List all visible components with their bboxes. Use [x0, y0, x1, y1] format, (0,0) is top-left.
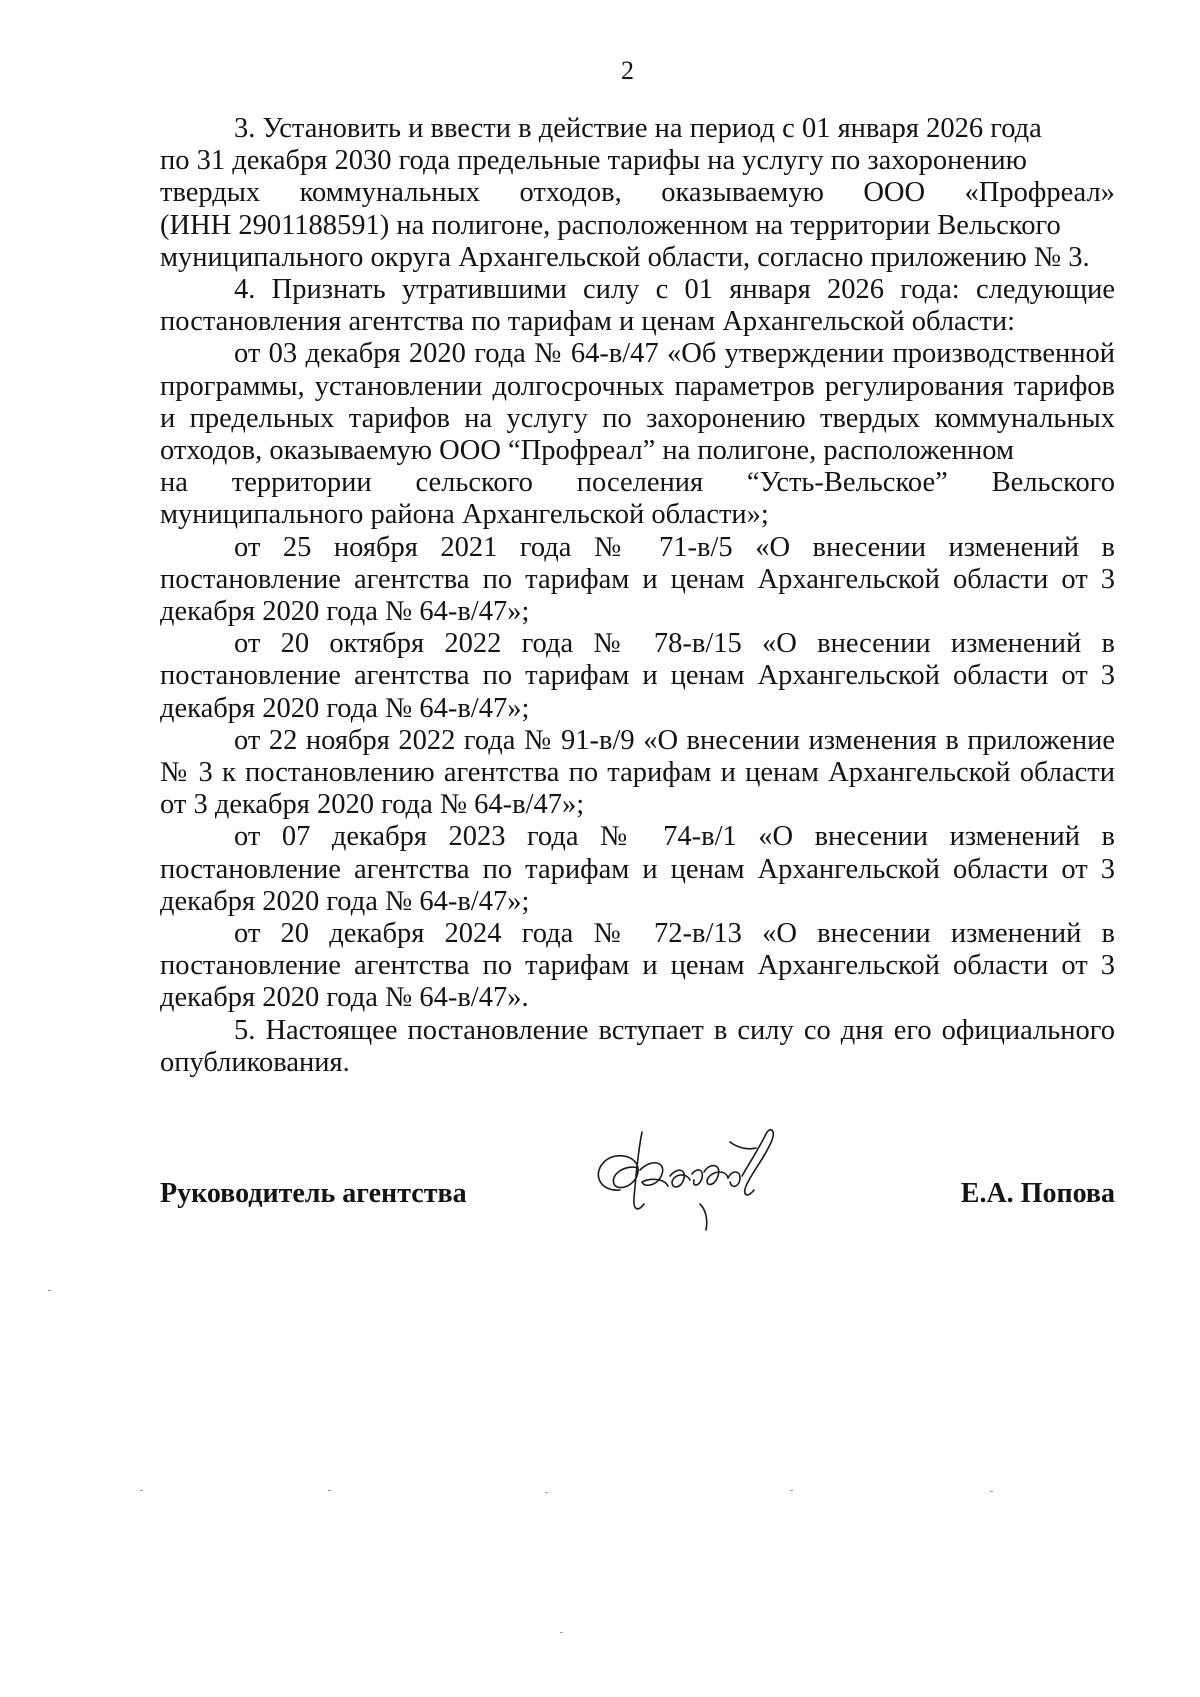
scan-speck — [48, 1290, 51, 1291]
entry-text: муниципального района Архангельской области»; — [160, 499, 769, 531]
repealed-decree-entry: от 20 декабря 2024 года № 72-в/13 «О внесении изменений в постановление агентства по тарифам и ценам Архангельской области от 3 декабря 2020 года № 64-в/47». — [160, 918, 1115, 1014]
item-4-intro: 4. Признать утратившими силу с 01 января 2026 года: следующие постановления агентства по тарифам и ценам Архангельской области: — [160, 274, 1115, 338]
item-3-line: по 31 декабря 2030 года предельные тарифы на услугу по захоронению — [160, 145, 1027, 177]
scan-speck — [790, 1490, 793, 1491]
repealed-decree-entry: от 25 ноября 2021 года № 71-в/5 «О внесении изменений в постановление агентства по тарифам и ценам Архангельской области от 3 декабря 2020 года № 64-в/47»; — [160, 531, 1115, 628]
item-3-word: отходов, — [519, 177, 622, 209]
item-3-line: (ИНН 2901188591) на полигоне, расположенном на территории Вельского — [160, 209, 1061, 241]
repealed-decree-entry: от 20 октября 2022 года № 78-в/15 «О внесении изменений в постановление агентства по тарифам и ценам Архангельской области от 3 декабря 2020 года № 64-в/47»; — [160, 628, 1115, 724]
entry-word: на — [160, 467, 188, 499]
item-3-line: 3. Установить и ввести в действие на период с 01 января 2026 года — [234, 113, 1042, 144]
item-3-word: твердых — [160, 177, 261, 209]
repealed-decree-entry: от 07 декабря 2023 года № 74-в/1 «О внесении изменений в постановление агентства по тарифам и ценам Архангельской области от 3 декабря 2020 года № 64-в/47»; — [160, 821, 1115, 917]
item-3-word: оказываемую — [661, 177, 824, 209]
scan-speck — [560, 1632, 563, 1633]
signatory-name: Е.А. Попова — [960, 1178, 1115, 1209]
scan-speck — [990, 1491, 993, 1492]
entry-word: сельского — [415, 467, 533, 499]
repealed-decree-entry — [160, 338, 1115, 531]
entry-word: поселения — [576, 467, 704, 499]
item-3 — [160, 113, 1115, 274]
scan-speck — [328, 1490, 331, 1491]
entry-word: Вельского — [991, 467, 1115, 499]
entry-spread-line — [160, 467, 1115, 499]
repealed-decree-entry: от 22 ноября 2022 года № 91-в/9 «О внесении изменения в приложение № 3 к постановлению агентства по тарифам и ценам Архангельской области от 3 декабря 2020 года № 64-в/47»; — [160, 724, 1115, 821]
page-number: 2 — [621, 56, 634, 85]
entry-word: “Усть-Вельское” — [746, 467, 948, 499]
signature-block — [160, 1178, 1115, 1218]
scan-speck — [545, 1492, 548, 1493]
item-3-line: муниципального округа Архангельской области, согласно приложению № 3. — [160, 241, 1090, 273]
document-body — [160, 113, 1115, 1079]
signatory-title: Руководитель агентства — [160, 1178, 467, 1209]
item-3-word: ООО — [863, 177, 926, 209]
item-3-word: «Профреал» — [964, 177, 1115, 209]
item-5: 5. Настоящее постановление вступает в силу со дня его официального опубликования. — [160, 1014, 1115, 1078]
item-3-line — [160, 177, 1115, 209]
item-3-word: коммунальных — [299, 177, 481, 209]
entry-text: от 03 декабря 2020 года № 64-в/47 «Об утверждении производственной программы, установлении долгосрочных параметров регулирования тарифов и предельных тарифов на услугу по захоронению твердых коммунальных отходов, оказываемую ООО “Профреал” на полигоне, расположенном — [160, 338, 1115, 467]
entry-word: территории — [231, 467, 372, 499]
scan-speck — [140, 1490, 143, 1491]
item-4 — [160, 274, 1115, 1015]
